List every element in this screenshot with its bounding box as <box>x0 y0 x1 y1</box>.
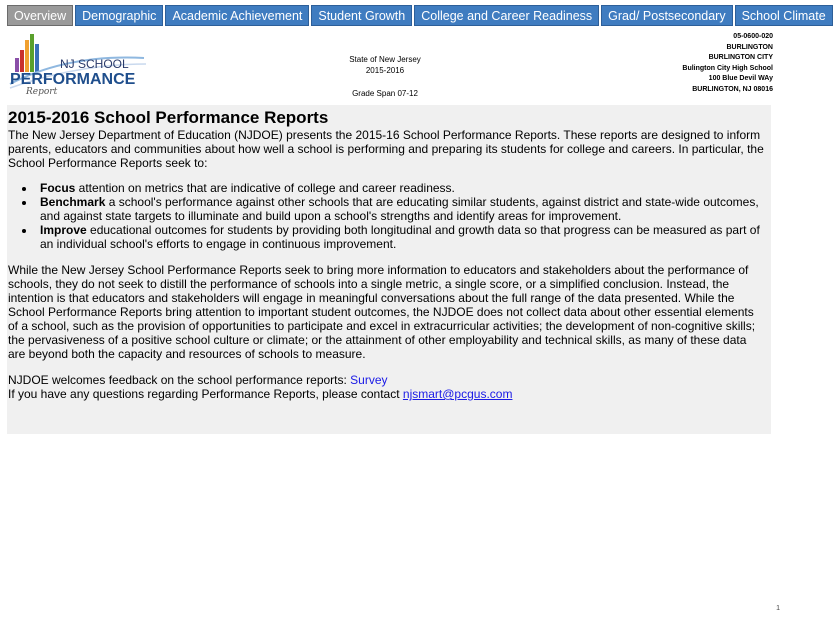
disclaimer-paragraph: While the New Jersey School Performance Reports seek to bring more information to educators and stakeholders about the performance of schools, they do not seek to distill the performance of schools into a single metric, a single score, or a simplified conclusion. Instead, the intention is that educators and stakeholders will engage in meaningful conversations about the full range of the data presented. While the School Performance Reports bring attention to important student outcomes, the NJDOE does not collect data about other essential elements of a school, such as the provision of opportunities to participate and excel in extracurricular activities; the development of non-cognitive skills; the pervasiveness of a positive school culture or climate; or the attainment of other employability and technical skills, as many of these data are beyond both the capacity and resources of schools to measure. <box>8 263 756 361</box>
school-info <box>682 32 773 95</box>
school-code: 05-0600-020 <box>733 33 773 40</box>
school-city: BURLINGTON, NJ 08016 <box>692 85 773 93</box>
page-title: 2015-2016 School Performance Reports <box>8 108 329 127</box>
contact-email-link[interactable]: njsmart@pcgus.com <box>402 387 513 401</box>
tab-demographic[interactable]: Demographic <box>75 5 163 26</box>
list-item: • Focus attention on metrics that are indicative of college and career readiness. <box>36 181 767 195</box>
report-header <box>0 30 800 100</box>
report-context <box>330 54 440 99</box>
school-address: 100 Blue Devil WAy <box>708 75 773 82</box>
list-item: • Benchmark a school's performance against other schools that are educating similar students, against district and state-wide outcomes, and against state targets to illuminate and build upon a school's strengths and identify areas for improvement. <box>36 195 767 223</box>
nj-school-performance-logo <box>8 34 148 96</box>
district-name: BURLINGTON CITY <box>708 54 773 61</box>
survey-link[interactable]: Survey <box>350 373 388 387</box>
feedback-line: NJDOE welcomes feedback on the school performance reports: Survey <box>8 373 388 387</box>
school-name: Bulington City High School <box>682 64 773 72</box>
page-number: 1 <box>776 605 780 612</box>
svg-text:NJ SCHOOL: NJ SCHOOL <box>60 57 129 71</box>
svg-text:Report: Report <box>26 87 58 97</box>
tab-school-climate[interactable]: School Climate <box>735 5 833 26</box>
state-label: State of New Jersey <box>349 55 421 64</box>
tab-college-career-readiness[interactable]: College and Career Readiness <box>414 5 599 26</box>
tab-overview[interactable]: Overview <box>7 5 73 26</box>
tab-grad-postsecondary[interactable]: Grad/ Postsecondary <box>601 5 732 26</box>
grade-span: Grade Span 07-12 <box>352 89 418 98</box>
goals-list <box>8 181 767 251</box>
contact-line: If you have any questions regarding Performance Reports, please contact njsmart@pcgus.com <box>8 387 513 401</box>
report-tabs <box>7 5 833 26</box>
intro-paragraph: The New Jersey Department of Education (NJDOE) presents the 2015-16 School Performance Reports. These reports are designed to inform parents, educators and communities about how well a school is performing and preparing its students for college and careers. In particular, the School Performance Reports seek to: <box>8 128 764 170</box>
svg-text:PERFORMANCE: PERFORMANCE <box>10 71 136 88</box>
tab-student-growth[interactable]: Student Growth <box>311 5 412 26</box>
year-label: 2015-2016 <box>365 66 405 75</box>
list-item: • Improve educational outcomes for students by providing both longitudinal and growth data so that progress can be measured as part of an individual school's efforts to engage in continuous improvement. <box>36 223 767 251</box>
tab-academic-achievement[interactable]: Academic Achievement <box>165 5 309 26</box>
county-name: BURLINGTON <box>726 43 773 51</box>
overview-panel <box>7 105 771 434</box>
